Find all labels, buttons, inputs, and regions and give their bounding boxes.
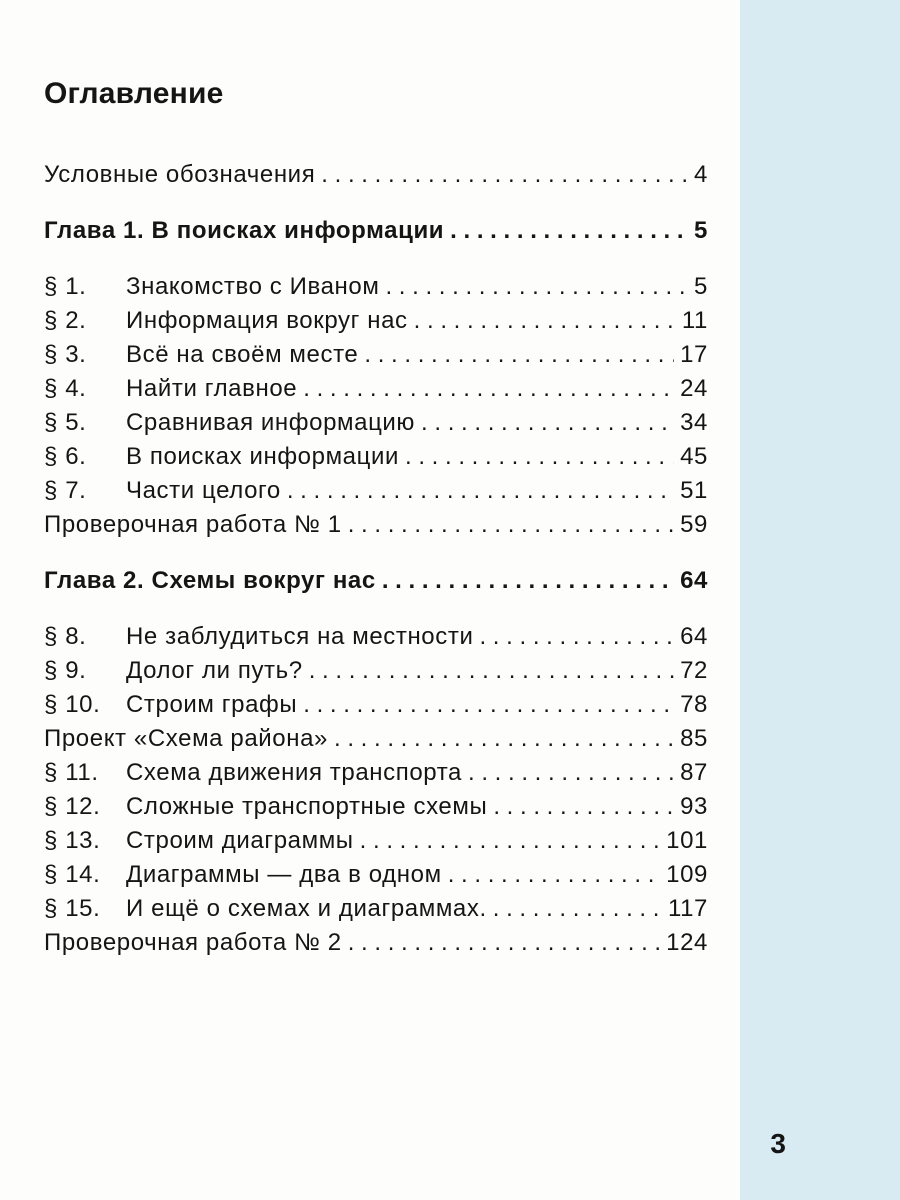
toc-entry-label: Строим графы <box>126 691 298 718</box>
toc-page-number: 4 <box>694 161 708 188</box>
dot-leader <box>348 508 674 542</box>
toc-entry-label: Части целого <box>126 477 281 504</box>
section-number: § 7. <box>44 477 87 504</box>
toc-page-number: 64 <box>680 567 708 594</box>
dot-leader <box>364 338 674 372</box>
toc-entry-label: Проверочная работа № 1 <box>44 511 342 538</box>
toc-page-number: 85 <box>680 725 708 752</box>
chapter-title: Глава 1. В поисках информации <box>44 217 445 244</box>
dot-leader <box>334 722 674 756</box>
toc-page-number: 45 <box>680 443 708 470</box>
toc-page-number: 101 <box>666 827 708 854</box>
toc-page-number: 87 <box>680 759 708 786</box>
toc-entry-label: Сравнивая информацию <box>126 409 416 436</box>
toc-page-number: 72 <box>680 657 708 684</box>
toc-chapter-1[interactable] <box>44 214 708 248</box>
toc-entry-label: Сложные транспортные схемы <box>126 793 488 820</box>
toc-page-number: 24 <box>680 375 708 402</box>
section-number: § 1. <box>44 273 87 300</box>
toc-heading: Оглавление <box>44 77 224 110</box>
toc-chapter-2[interactable] <box>44 564 708 598</box>
dot-leader <box>493 790 674 824</box>
section-number: § 4. <box>44 375 87 402</box>
toc-page-number: 78 <box>680 691 708 718</box>
dot-leader <box>421 406 674 440</box>
toc-entry[interactable] <box>44 440 708 474</box>
toc-entry[interactable] <box>44 858 708 892</box>
toc-entry[interactable] <box>44 790 708 824</box>
toc-page-number: 109 <box>666 861 708 888</box>
dot-leader <box>493 892 662 926</box>
section-number: § 9. <box>44 657 87 684</box>
toc-page-number: 5 <box>694 217 708 244</box>
toc-entry[interactable] <box>44 474 708 508</box>
toc-page-number: 124 <box>666 929 708 956</box>
toc-entry-label: Условные обозначения <box>44 161 316 188</box>
toc-entry-label: Проверочная работа № 2 <box>44 929 342 956</box>
dot-leader <box>309 654 674 688</box>
section-number: § 14. <box>44 861 101 888</box>
toc-entry[interactable] <box>44 620 708 654</box>
page-margin-band <box>740 0 900 1200</box>
toc-entry-label: Долог ли путь? <box>126 657 303 684</box>
dot-leader <box>450 214 688 248</box>
dot-leader <box>405 440 674 474</box>
toc-entry[interactable] <box>44 654 708 688</box>
toc-page-number: 64 <box>680 623 708 650</box>
toc-entry-test-1[interactable] <box>44 508 708 542</box>
toc-page-number: 17 <box>680 341 708 368</box>
toc-entry[interactable] <box>44 892 708 926</box>
section-number: § 13. <box>44 827 101 854</box>
dot-leader <box>468 756 674 790</box>
dot-leader <box>448 858 660 892</box>
dot-leader <box>382 564 674 598</box>
toc-entry[interactable] <box>44 338 708 372</box>
toc-entry-legend[interactable] <box>44 158 708 192</box>
toc-page-number: 59 <box>680 511 708 538</box>
section-number: § 15. <box>44 895 101 922</box>
toc-entry-label: И ещё о схемах и диаграммах. <box>126 895 487 922</box>
dot-leader <box>479 620 674 654</box>
toc-entry[interactable] <box>44 406 708 440</box>
toc-entry-label: Информация вокруг нас <box>126 307 408 334</box>
toc-entry-label: Всё на своём месте <box>126 341 359 368</box>
chapter-title: Глава 2. Схемы вокруг нас <box>44 567 376 594</box>
dot-leader <box>303 688 674 722</box>
table-of-contents <box>44 72 708 960</box>
section-number: § 12. <box>44 793 101 820</box>
dot-leader <box>385 270 688 304</box>
toc-page-number: 117 <box>667 895 708 922</box>
toc-entry-project[interactable] <box>44 722 708 756</box>
toc-page-number: 34 <box>680 409 708 436</box>
section-number: § 11. <box>44 759 99 786</box>
dot-leader <box>321 158 688 192</box>
dot-leader <box>303 372 674 406</box>
toc-page-number: 5 <box>694 273 708 300</box>
toc-page-number: 11 <box>681 307 708 334</box>
toc-entry-label: Строим диаграммы <box>126 827 354 854</box>
section-number: § 3. <box>44 341 87 368</box>
chapter-1-sections <box>44 270 708 542</box>
toc-entry[interactable] <box>44 304 708 338</box>
toc-entry-label: Знакомство с Иваном <box>126 273 380 300</box>
dot-leader <box>348 926 660 960</box>
toc-entry[interactable] <box>44 824 708 858</box>
section-number: § 6. <box>44 443 87 470</box>
section-number: § 10. <box>44 691 101 718</box>
toc-entry-label: Не заблудиться на местности <box>126 623 474 650</box>
toc-entry-label: Схема движения транспорта <box>126 759 462 786</box>
toc-entry[interactable] <box>44 688 708 722</box>
toc-page-number: 51 <box>680 477 708 504</box>
toc-entry-label: Проект «Схема района» <box>44 725 328 752</box>
chapter-2-sections <box>44 620 708 960</box>
dot-leader <box>287 474 674 508</box>
toc-entry[interactable] <box>44 756 708 790</box>
toc-entry[interactable] <box>44 270 708 304</box>
toc-entry-test-2[interactable] <box>44 926 708 960</box>
dot-leader <box>360 824 661 858</box>
section-number: § 2. <box>44 307 87 334</box>
toc-entry[interactable] <box>44 372 708 406</box>
section-number: § 5. <box>44 409 87 436</box>
section-number: § 8. <box>44 623 87 650</box>
toc-entry-label: В поисках информации <box>126 443 399 470</box>
toc-entry-label: Найти главное <box>126 375 298 402</box>
page-number: 3 <box>770 1128 786 1159</box>
toc-page-number: 93 <box>680 793 708 820</box>
dot-leader <box>414 304 676 338</box>
toc-entry-label: Диаграммы — два в одном <box>126 861 442 888</box>
